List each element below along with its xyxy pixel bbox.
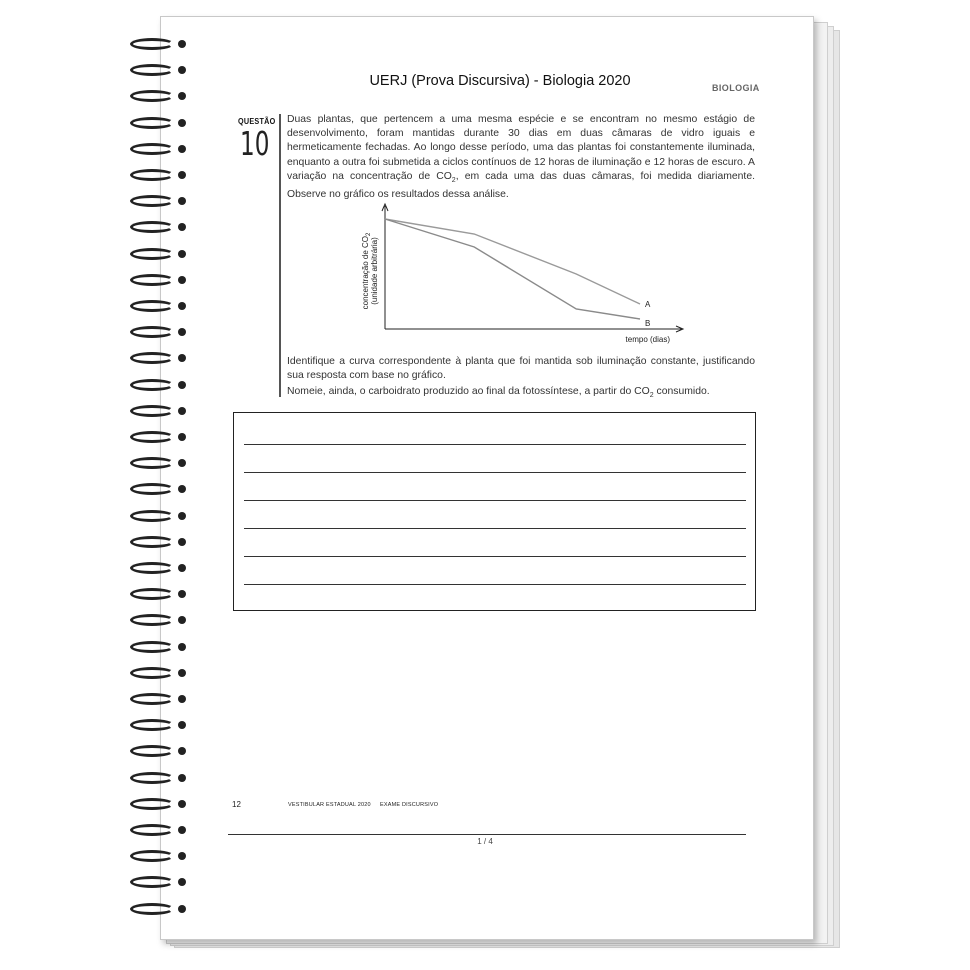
spiral-binding	[120, 36, 190, 936]
question-prompt-2	[287, 385, 755, 403]
spiral-coil	[130, 350, 188, 366]
prompt-2-text-b: consumido.	[653, 386, 710, 397]
coil-ring	[130, 614, 174, 626]
coil-ring	[130, 221, 174, 233]
spiral-coil	[130, 848, 188, 864]
spiral-coil	[130, 691, 188, 707]
question-prompt-1: Identifique a curva correspondente à planta que foi mantida sob iluminação constante, justificando sua resposta com base no gráfico.	[287, 356, 755, 382]
answer-line	[244, 528, 746, 529]
prompt-2-text-a: Nomeie, ainda, o carboidrato produzido ao final da fotossíntese, a partir do CO	[287, 386, 650, 397]
punch-hole	[178, 512, 186, 520]
punch-hole	[178, 643, 186, 651]
spiral-coil	[130, 193, 188, 209]
coil-ring	[130, 274, 174, 286]
pagination: 1 / 4	[477, 837, 493, 846]
question-bar	[279, 114, 281, 397]
punch-hole	[178, 747, 186, 755]
punch-hole	[178, 354, 186, 362]
coil-ring	[130, 431, 174, 443]
question-intro	[287, 113, 755, 202]
coil-ring	[130, 143, 174, 155]
coil-ring	[130, 379, 174, 391]
punch-hole	[178, 407, 186, 415]
spiral-coil	[130, 272, 188, 288]
intro-text-b: , em cada uma das duas câmaras, foi medida diariamente. Observe no gráfico os resultados dessa análise.	[287, 170, 755, 201]
coil-ring	[130, 798, 174, 810]
punch-hole	[178, 669, 186, 677]
footer-page-number: 12	[232, 800, 241, 809]
spiral-coil	[130, 88, 188, 104]
spiral-coil	[130, 534, 188, 550]
spiral-coil	[130, 560, 188, 576]
punch-hole	[178, 171, 186, 179]
spiral-coil	[130, 743, 188, 759]
y-axis-label-subscript: 2	[366, 232, 372, 236]
coil-ring	[130, 693, 174, 705]
spiral-coil	[130, 717, 188, 733]
spiral-coil	[130, 455, 188, 471]
spiral-coil	[130, 36, 188, 52]
coil-ring	[130, 772, 174, 784]
spiral-coil	[130, 167, 188, 183]
footer-part: EXAME DISCURSIVO	[380, 802, 439, 808]
coil-ring	[130, 562, 174, 574]
spiral-coil	[130, 429, 188, 445]
spiral-coil	[130, 324, 188, 340]
spiral-coil	[130, 481, 188, 497]
spiral-coil	[130, 298, 188, 314]
punch-hole	[178, 459, 186, 467]
punch-hole	[178, 695, 186, 703]
coil-ring	[130, 326, 174, 338]
spiral-coil	[130, 901, 188, 917]
spiral-coil	[130, 586, 188, 602]
spiral-coil	[130, 874, 188, 890]
spiral-coil	[130, 639, 188, 655]
spiral-coil	[130, 141, 188, 157]
coil-ring	[130, 195, 174, 207]
y-axis-label: concentração de $CO_2$	[361, 232, 372, 310]
punch-hole	[178, 302, 186, 310]
coil-ring	[130, 352, 174, 364]
y-axis-label-unit: (unidade arbitrária)	[370, 237, 379, 305]
spiral-coil	[130, 246, 188, 262]
punch-hole	[178, 905, 186, 913]
coil-ring	[130, 248, 174, 260]
punch-hole	[178, 433, 186, 441]
spiral-coil	[130, 770, 188, 786]
coil-ring	[130, 457, 174, 469]
punch-hole	[178, 800, 186, 808]
punch-hole	[178, 826, 186, 834]
page-title: UERJ (Prova Discursiva) - Biologia 2020	[369, 73, 631, 89]
question-number: 10	[240, 124, 270, 163]
spiral-coil	[130, 508, 188, 524]
spiral-coil	[130, 219, 188, 235]
coil-ring	[130, 667, 174, 679]
coil-ring	[130, 903, 174, 915]
spiral-coil	[130, 403, 188, 419]
spiral-coil	[130, 665, 188, 681]
punch-hole	[178, 774, 186, 782]
punch-hole	[178, 564, 186, 572]
coil-ring	[130, 719, 174, 731]
coil-ring	[130, 824, 174, 836]
answer-line	[244, 472, 746, 473]
punch-hole	[178, 223, 186, 231]
subject-label: BIOLOGIA	[712, 83, 760, 93]
series-label-b: B	[645, 319, 651, 328]
spiral-coil	[130, 796, 188, 812]
coil-ring	[130, 117, 174, 129]
spiral-coil	[130, 115, 188, 131]
punch-hole	[178, 328, 186, 336]
footer-exam: VESTIBULAR ESTADUAL 2020	[288, 802, 371, 808]
footer-rule	[228, 834, 746, 835]
punch-hole	[178, 538, 186, 546]
punch-hole	[178, 66, 186, 74]
punch-hole	[178, 119, 186, 127]
spiral-coil	[130, 612, 188, 628]
punch-hole	[178, 616, 186, 624]
spiral-coil	[130, 62, 188, 78]
punch-hole	[178, 145, 186, 153]
punch-hole	[178, 250, 186, 258]
intro-text-a: Duas plantas, que pertencem a uma mesma espécie e se encontram no mesmo estágio de desenvolvimento, foram mantidas durante 30 dias em duas câmaras de vidro iguais e hermeticamente fechadas. Ao longo desse período, uma das plantas foi constantemente iluminada, enquanto a outra foi submetida a ciclos contínuos de 12 horas de iluminação e 12 horas de escuro. A variação na concentração de CO	[287, 114, 755, 182]
answer-line	[244, 500, 746, 501]
coil-ring	[130, 850, 174, 862]
series-line-a	[385, 219, 640, 304]
coil-ring	[130, 483, 174, 495]
spiral-coil	[130, 822, 188, 838]
x-axis-label: tempo (dias)	[625, 335, 670, 344]
coil-ring	[130, 405, 174, 417]
coil-ring	[130, 300, 174, 312]
intro-subscript: 2	[451, 176, 456, 184]
question-label: QUESTÃO	[238, 116, 276, 126]
coil-ring	[130, 588, 174, 600]
prompt-2-subscript: 2	[649, 392, 654, 400]
coil-ring	[130, 876, 174, 888]
spiral-coil	[130, 377, 188, 393]
punch-hole	[178, 276, 186, 284]
punch-hole	[178, 40, 186, 48]
coil-ring	[130, 641, 174, 653]
punch-hole	[178, 852, 186, 860]
coil-ring	[130, 38, 174, 50]
coil-ring	[130, 169, 174, 181]
punch-hole	[178, 197, 186, 205]
punch-hole	[178, 92, 186, 100]
answer-line	[244, 584, 746, 585]
answer-line	[244, 444, 746, 445]
coil-ring	[130, 536, 174, 548]
coil-ring	[130, 510, 174, 522]
answer-line	[244, 556, 746, 557]
punch-hole	[178, 590, 186, 598]
coil-ring	[130, 64, 174, 76]
punch-hole	[178, 485, 186, 493]
series-line-b	[385, 219, 640, 319]
punch-hole	[178, 381, 186, 389]
series-label-a: A	[645, 300, 651, 309]
co2-chart	[355, 198, 695, 348]
answer-box[interactable]	[233, 412, 756, 611]
punch-hole	[178, 878, 186, 886]
punch-hole	[178, 721, 186, 729]
coil-ring	[130, 745, 174, 757]
coil-ring	[130, 90, 174, 102]
